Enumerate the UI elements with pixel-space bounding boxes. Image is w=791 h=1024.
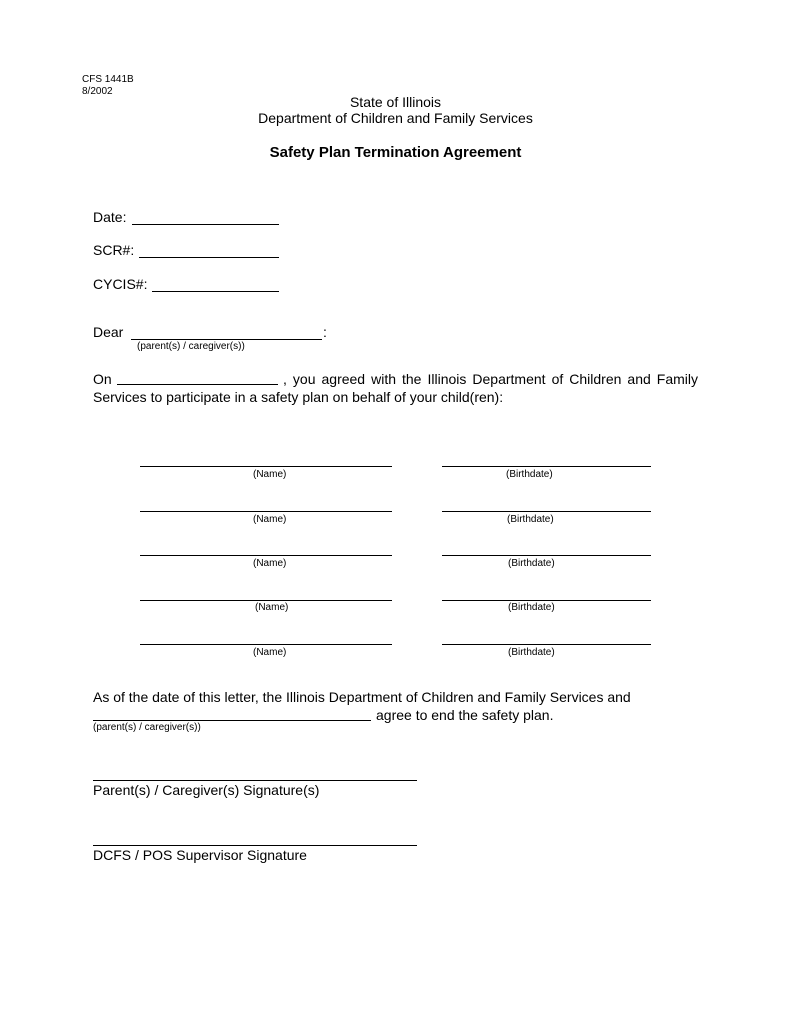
date-field-line[interactable] <box>132 210 279 225</box>
agreement-date-line[interactable] <box>117 370 278 385</box>
birthdate-caption-3: (Birthdate) <box>508 558 555 569</box>
name-caption-5: (Name) <box>253 647 287 658</box>
child-birthdate-line-2[interactable] <box>442 497 651 512</box>
birthdate-caption-4: (Birthdate) <box>508 602 555 613</box>
child-birthdate-line-1[interactable] <box>442 452 651 467</box>
form-number: CFS 1441B <box>82 74 134 85</box>
name-caption-3: (Name) <box>253 558 287 569</box>
child-name-line-2[interactable] <box>140 497 392 512</box>
child-name-line-4[interactable] <box>140 586 392 601</box>
dear-label: Dear <box>93 324 124 340</box>
name-caption-2: (Name) <box>253 514 287 525</box>
child-name-line-1[interactable] <box>140 452 392 467</box>
scr-label: SCR#: <box>93 242 135 258</box>
closing-line1: As of the date of this letter, the Illinois Department of Children and Family Services and <box>93 689 631 705</box>
parent-name-line[interactable] <box>131 325 322 340</box>
child-name-line-3[interactable] <box>140 541 392 556</box>
department-heading: Department of Children and Family Services <box>258 110 533 126</box>
child-birthdate-line-3[interactable] <box>442 541 651 556</box>
state-heading: State of Illinois <box>349 94 442 110</box>
closing-line2: agree to end the safety plan. <box>376 707 554 723</box>
child-birthdate-line-4[interactable] <box>442 586 651 601</box>
form-date: 8/2002 <box>82 86 113 97</box>
intro-on: On <box>93 371 112 387</box>
supervisor-signature-label: DCFS / POS Supervisor Signature <box>93 847 307 863</box>
name-caption-1: (Name) <box>253 469 287 480</box>
intro-line1: , you agreed with the Illinois Department of Children and Family <box>283 371 698 387</box>
parent-signature-line[interactable] <box>93 766 417 781</box>
intro-line2: Services to participate in a safety plan on behalf of your child(ren): <box>93 389 504 405</box>
cycis-field-line[interactable] <box>152 277 279 292</box>
birthdate-caption-2: (Birthdate) <box>507 514 554 525</box>
date-label: Date: <box>93 209 127 225</box>
closing-parent-line[interactable] <box>93 706 371 721</box>
child-name-line-5[interactable] <box>140 630 392 645</box>
closing-caption: (parent(s) / caregiver(s)) <box>93 722 201 733</box>
birthdate-caption-5: (Birthdate) <box>508 647 555 658</box>
parent-signature-label: Parent(s) / Caregiver(s) Signature(s) <box>93 782 320 798</box>
birthdate-caption-1: (Birthdate) <box>506 469 553 480</box>
page-title: Safety Plan Termination Agreement <box>269 144 522 161</box>
name-caption-4: (Name) <box>255 602 289 613</box>
cycis-label: CYCIS#: <box>93 276 148 292</box>
supervisor-signature-line[interactable] <box>93 831 417 846</box>
child-birthdate-line-5[interactable] <box>442 630 651 645</box>
salutation-colon: : <box>323 324 327 340</box>
scr-field-line[interactable] <box>139 243 279 258</box>
salutation-caption: (parent(s) / caregiver(s)) <box>137 341 245 352</box>
